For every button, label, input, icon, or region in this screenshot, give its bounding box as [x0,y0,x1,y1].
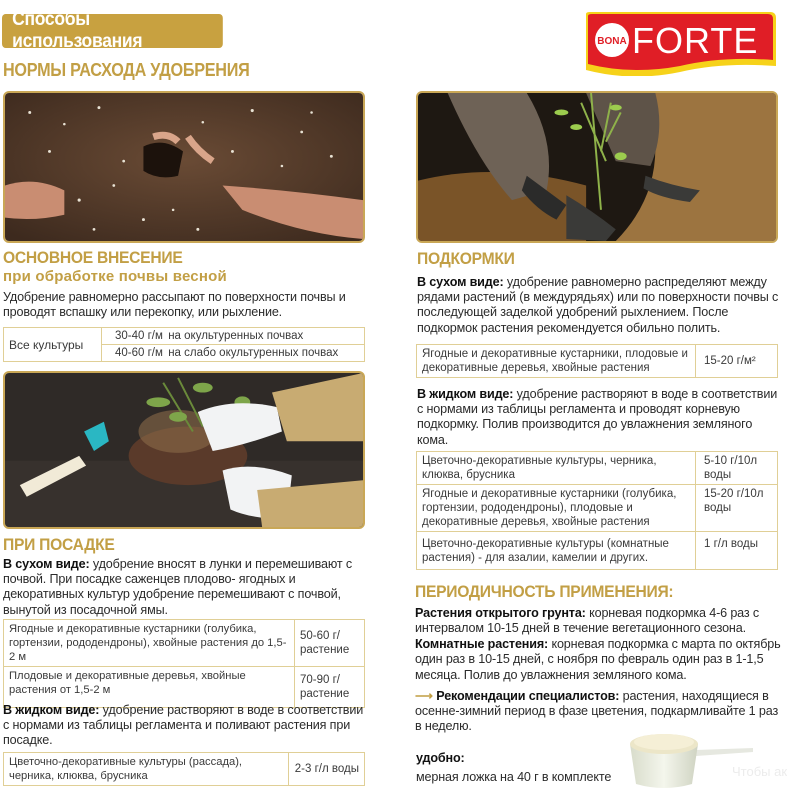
table-cell-crop: Цветочно-декоративные культуры (рассада), черника, клюква, брусника [4,753,289,786]
planting-dry-body: удобрение вносят в лунки и перемешивают с почвой. При посадке саженцев плодово- ягодных и декоративных культур удобрение перемешивают с почвой, вынутой из посадочной ямы. [3,557,352,617]
basic-application-subtitle: при обработке почвы весной [3,268,227,285]
table-row [417,532,778,570]
table-row [4,667,365,708]
planting-liquid-label: В жидком виде: [3,703,100,717]
table-cell-crop: Цветочно-декоративные культуры, черника, клюква, брусника [417,452,696,485]
rate-value: 30-40 г/м [115,330,163,342]
rate-note: на слабо окультуренных почвах [168,347,339,359]
feeding-liquid-table [416,451,778,570]
table-cell-crop: Ягодные и декоративные кустарники (голубика, гортензии, рододендроны), плодовые и декоративные деревья, хвойные растения [417,485,696,532]
planting-liquid-body: удобрение растворяют в воде в соответствии с нормами из таблицы регламента и поливают растения при посадке. [3,703,364,748]
periodicity-title: ПЕРИОДИЧНОСТЬ ПРИМЕНЕНИЯ: [415,582,674,601]
feeding-liquid-text [417,387,782,448]
logo-bona-text: BONA [597,36,627,47]
planting-dry-table [3,619,365,708]
table-cell-crop: Плодовые и декоративные деревья, хвойные растения от 1,5-2 м [4,667,295,708]
table-cell-crop: Ягодные и декоративные кустарники (голубика, гортензии, рододендроны), хвойные растения до 1,5-2 м [4,620,295,667]
table-row [4,620,365,667]
table-cell-rate: 5-10 г/10л воды [696,452,778,485]
table-cell-crop: Цветочно-декоративные культуры (комнатные растения) - для азалии, камелии и других. [417,532,696,570]
basic-rate-table [3,327,365,362]
planting-dry-text [3,557,365,618]
logo-forte-text: FORTE [632,20,759,61]
planting-title: ПРИ ПОСАДКЕ [3,535,115,554]
periodicity-open-label: Растения открытого грунта: [415,606,586,620]
table-cell-rate: 2-3 г/л воды [289,753,365,786]
feeding-liquid-body: удобрение растворяют в воде в соответствии с нормами из таблицы регламента и проводят корневую подкормку. Полив производится до увлажнения земляного кома. [417,387,778,447]
table-cell-rate [102,328,365,345]
table-row [4,328,365,345]
periodicity-indoor-text [415,637,785,683]
table-cell-crop: Все культуры [4,328,102,362]
expert-body: растения, находящиеся в осенне-зимний период в фазе цветения, подкармливайте 1 раз в неделю. [415,689,779,734]
table-row [417,345,778,378]
periodicity-indoor-label: Комнатные растения: [415,637,549,651]
bona-forte-logo [582,12,778,76]
feeding-dry-text [417,275,782,336]
expert-label: Рекомендации специалистов: [436,689,620,703]
feeding-title: ПОДКОРМКИ [417,249,515,268]
periodicity-open-body: корневая подкормка 4-6 раз с интервалом 10-15 дней в течение вегетационного сезона. [415,606,760,636]
feeding-dry-table [416,344,778,378]
planting-seedling-photo [416,91,778,243]
table-cell-rate: 15-20 г/м² [696,345,778,378]
feeding-liquid-label: В жидком виде: [417,387,514,401]
watermark-text: Чтобы ак [732,764,788,779]
page-title: НОРМЫ РАСХОДА УДОБРЕНИЯ [3,60,250,80]
table-cell-rate [102,345,365,362]
soil-in-hands-photo [3,91,365,243]
rate-value: 40-60 г/м [115,347,163,359]
table-row [4,753,365,786]
planting-liquid-text [3,703,365,749]
gloved-planting-photo [3,371,365,529]
basic-application-title: ОСНОВНОЕ ВНЕСЕНИЕ [3,248,183,267]
periodicity-indoor-body: корневая подкормка с марта по октябрь один раз в 10-15 дней, с ноября по февраль один раз в 1-1,5 месяца. Полив до увлажнения земляного кома. [415,637,781,682]
table-cell-rate: 15-20 г/10л воды [696,485,778,532]
table-cell-rate: 50-60 г/растение [295,620,365,667]
table-cell-rate: 1 г/л воды [696,532,778,570]
convenient-text: мерная ложка на 40 г в комплекте [416,770,612,784]
convenient-label-text: удобно: [416,751,465,765]
table-row [417,485,778,532]
table-cell-crop: Ягодные и декоративные кустарники, плодовые и декоративные деревья, хвойные растения [417,345,696,378]
badge-label: Способы использования [12,9,143,52]
convenient-label [416,751,465,766]
basic-application-text: Удобрение равномерно рассыпают по поверхности почвы и проводят вспашку или перекопку, или рыхление. [3,290,346,320]
feeding-dry-body: удобрение равномерно распределяют между рядами растений (в междурядьях) или по поверхности почвы с последующей заделкой удобрений рыхлением. После подкормок растения рекомендуется обильно полить. [417,275,779,335]
table-row [417,452,778,485]
rate-note: на окультуренных почвах [168,330,304,342]
arrow-right-icon: ⟶ [415,689,433,703]
table-cell-rate: 70-90 г/растение [295,667,365,708]
measuring-scoop-photo [628,722,758,790]
periodicity-open-text [415,606,785,637]
planting-liquid-table [3,752,365,786]
usage-methods-badge [2,9,223,52]
feeding-dry-label: В сухом виде: [417,275,504,289]
planting-dry-label: В сухом виде: [3,557,90,571]
